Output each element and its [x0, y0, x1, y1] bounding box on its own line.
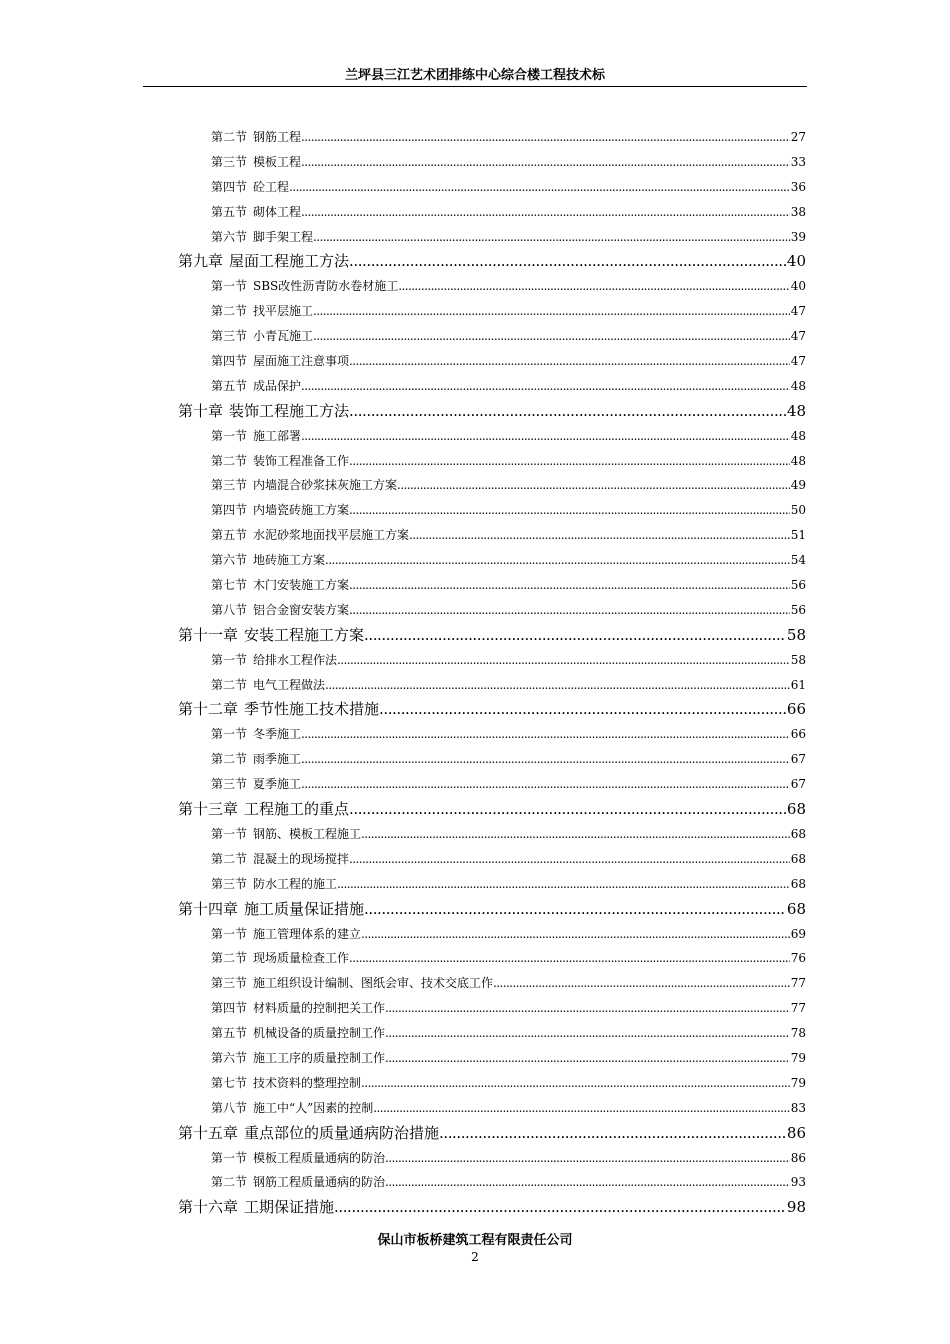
- toc-entry-title-group: [211, 971, 493, 996]
- toc-entry-page: 98: [786, 1198, 806, 1217]
- toc-entry-label: 第五节: [211, 528, 248, 543]
- toc-entry-title-group: [178, 249, 349, 274]
- toc-entry-page: 86: [790, 1150, 806, 1165]
- toc-entry-title-group: [211, 498, 349, 523]
- toc-entry-label: 第二节: [211, 130, 248, 144]
- toc-entry-title: 内墙瓷砖施工方案: [253, 503, 350, 518]
- toc-dot-leader: [385, 1021, 790, 1046]
- toc-entry-label: 第二节: [211, 677, 248, 692]
- toc-dot-leader: [379, 697, 786, 722]
- toc-entry-page: 48: [790, 453, 806, 468]
- toc-dot-leader: [349, 449, 790, 474]
- toc-entry-page: 47: [790, 329, 806, 344]
- toc-entry-page: 40: [786, 252, 806, 271]
- toc-dot-leader: [313, 225, 790, 250]
- toc-entry-title-group: [211, 200, 301, 225]
- toc-entry-title: 施工部署: [253, 428, 302, 443]
- toc-entry-label: 第四节: [211, 179, 248, 194]
- toc-dot-leader: [361, 822, 790, 847]
- toc-entry-label: 第四节: [211, 503, 248, 518]
- toc-chapter-entry[interactable]: [178, 1121, 806, 1146]
- toc-dot-leader: [349, 847, 790, 872]
- toc-section-entry[interactable]: [178, 1096, 806, 1121]
- toc-entry-page: 58: [786, 625, 806, 644]
- toc-entry-page: 93: [790, 1175, 806, 1190]
- toc-entry-label: 第三节: [211, 976, 248, 991]
- toc-entry-title: 重点部位的质量通病防治措施: [244, 1123, 440, 1142]
- toc-section-entry[interactable]: [178, 449, 806, 474]
- toc-section-entry[interactable]: [178, 946, 806, 971]
- toc-entry-title: 雨季施工: [253, 752, 302, 767]
- toc-entry-label: 第十一章: [178, 625, 239, 644]
- toc-chapter-entry[interactable]: [178, 697, 806, 722]
- toc-dot-leader: [337, 872, 790, 897]
- toc-entry-title-group: [178, 1195, 334, 1220]
- toc-entry-title-group: [211, 573, 349, 598]
- toc-dot-leader: [301, 424, 790, 449]
- toc-dot-leader: [301, 747, 790, 772]
- toc-entry-title-group: [211, 299, 313, 324]
- toc-entry-title: 混凝土的现场搅拌: [253, 851, 350, 866]
- toc-entry-title-group: [178, 897, 364, 922]
- toc-entry-page: 67: [790, 752, 806, 767]
- toc-entry-title-group: [211, 722, 301, 747]
- toc-entry-page: 39: [790, 229, 806, 244]
- toc-entry-page: 79: [790, 1075, 806, 1090]
- toc-entry-title: 工程施工的重点: [244, 800, 350, 819]
- toc-section-entry[interactable]: [178, 125, 806, 150]
- toc-entry-title: 装饰工程施工方法: [229, 401, 350, 420]
- toc-entry-title-group: [211, 424, 301, 449]
- toc-entry-title-group: [211, 374, 301, 399]
- toc-entry-title-group: [211, 872, 337, 897]
- toc-dot-leader: [301, 772, 790, 797]
- toc-dot-leader: [313, 324, 790, 349]
- toc-dot-leader: [409, 523, 790, 548]
- toc-dot-leader: [349, 573, 790, 598]
- toc-entry-title: 冬季施工: [253, 727, 302, 742]
- toc-entry-label: 第二节: [211, 453, 248, 468]
- toc-dot-leader: [439, 1121, 786, 1146]
- toc-dot-leader: [301, 200, 790, 225]
- toc-section-entry[interactable]: [178, 473, 806, 498]
- toc-entry-title: 钢筋工程: [253, 130, 302, 144]
- toc-section-entry[interactable]: [178, 722, 806, 747]
- toc-entry-title: 现场质量检查工作: [253, 951, 350, 966]
- toc-section-entry[interactable]: [178, 150, 806, 175]
- toc-entry-title-group: [211, 822, 361, 847]
- toc-entry-label: 第一节: [211, 926, 248, 941]
- toc-dot-leader: [361, 922, 790, 947]
- toc-entry-title-group: [211, 996, 385, 1021]
- toc-entry-title: 地砖施工方案: [253, 553, 326, 568]
- toc-chapter-entry[interactable]: [178, 1195, 806, 1220]
- toc-entry-page: 77: [790, 1001, 806, 1016]
- toc-section-entry[interactable]: [178, 772, 806, 797]
- toc-dot-leader: [301, 722, 790, 747]
- toc-entry-page: 47: [790, 354, 806, 369]
- toc-entry-title-group: [178, 623, 364, 648]
- toc-entry-label: 第九章: [178, 252, 224, 271]
- toc-dot-leader: [385, 1146, 790, 1171]
- toc-entry-label: 第六节: [211, 553, 248, 568]
- toc-entry-label: 第二节: [211, 752, 248, 767]
- toc-entry-title: 技术资料的整理控制: [253, 1075, 362, 1090]
- toc-section-entry[interactable]: [178, 175, 806, 200]
- toc-entry-page: 77: [790, 976, 806, 991]
- toc-entry-page: 47: [790, 304, 806, 319]
- toc-entry-title: 屋面工程施工方法: [229, 252, 350, 271]
- toc-entry-page: 54: [790, 553, 806, 568]
- toc-dot-leader: [334, 1195, 786, 1220]
- toc-entry-label: 第五节: [211, 1026, 248, 1041]
- toc-entry-title-group: [211, 349, 349, 374]
- toc-section-entry[interactable]: [178, 523, 806, 548]
- toc-dot-leader: [373, 1096, 789, 1121]
- toc-dot-leader: [361, 1071, 790, 1096]
- toc-entry-page: 61: [790, 677, 806, 692]
- toc-entry-title: 铝合金窗安装方案: [253, 602, 350, 617]
- toc-entry-page: 68: [786, 899, 806, 918]
- toc-entry-title-group: [178, 697, 379, 722]
- toc-entry-title-group: [178, 1121, 439, 1146]
- toc-chapter-entry[interactable]: [178, 623, 806, 648]
- toc-dot-leader: [398, 274, 789, 299]
- toc-entry-title: 脚手架工程: [253, 229, 314, 244]
- toc-entry-page: 49: [790, 478, 806, 493]
- toc-dot-leader: [493, 971, 790, 996]
- toc-entry-title: 屋面施工注意事项: [253, 354, 350, 369]
- toc-dot-leader: [337, 648, 790, 673]
- toc-entry-page: 68: [786, 800, 806, 819]
- toc-entry-page: 78: [790, 1026, 806, 1041]
- toc-entry-page: 36: [790, 179, 806, 194]
- toc-entry-title-group: [178, 797, 349, 822]
- toc-section-entry[interactable]: [178, 1046, 806, 1071]
- toc-entry-title-group: [211, 225, 313, 250]
- toc-dot-leader: [385, 996, 790, 1021]
- toc-section-entry[interactable]: [178, 299, 806, 324]
- toc-chapter-entry[interactable]: [178, 399, 806, 424]
- toc-entry-label: 第六节: [211, 1050, 248, 1065]
- header-rule: [143, 86, 807, 87]
- toc-entry-label: 第一节: [211, 428, 248, 443]
- toc-entry-label: 第一节: [211, 1150, 248, 1165]
- toc-entry-page: 50: [790, 503, 806, 518]
- toc-entry-label: 第一节: [211, 652, 248, 667]
- toc-dot-leader: [349, 249, 786, 274]
- toc-entry-title-group: [211, 473, 397, 498]
- toc-chapter-entry[interactable]: [178, 249, 806, 274]
- toc-entry-title: 装饰工程准备工作: [253, 453, 350, 468]
- toc-entry-label: 第十二章: [178, 700, 239, 719]
- toc-entry-label: 第十六章: [178, 1198, 239, 1217]
- toc-entry-title-group: [211, 1071, 361, 1096]
- toc-entry-title: 夏季施工: [253, 777, 302, 792]
- toc-section-entry[interactable]: [178, 971, 806, 996]
- toc-chapter-entry[interactable]: [178, 797, 806, 822]
- toc-section-entry[interactable]: [178, 872, 806, 897]
- toc-dot-leader: [397, 473, 790, 498]
- toc-entry-title: 施工工序的质量控制工作: [253, 1050, 386, 1065]
- toc-section-entry[interactable]: [178, 349, 806, 374]
- toc-entry-label: 第八节: [211, 602, 248, 617]
- toc-entry-title: 安装工程施工方案: [244, 625, 365, 644]
- toc-dot-leader: [349, 598, 790, 623]
- toc-entry-title: 电气工程做法: [253, 677, 326, 692]
- toc-entry-page: 79: [790, 1050, 806, 1065]
- toc-section-entry[interactable]: [178, 573, 806, 598]
- toc-entry-title-group: [211, 1146, 385, 1171]
- toc-section-entry[interactable]: [178, 498, 806, 523]
- toc-entry-page: 40: [790, 279, 806, 294]
- toc-entry-title-group: [211, 1046, 385, 1071]
- toc-dot-leader: [349, 399, 786, 424]
- toc-dot-leader: [364, 897, 786, 922]
- toc-dot-leader: [301, 150, 790, 175]
- toc-dot-leader: [349, 797, 786, 822]
- toc-entry-label: 第一节: [211, 279, 248, 294]
- page-header-title: 兰坪县三江艺术团排练中心综合楼工程技术标: [344, 68, 605, 83]
- toc-entry-title-group: [211, 125, 301, 150]
- toc-entry-label: 第三节: [211, 876, 248, 891]
- toc-dot-leader: [301, 374, 790, 399]
- toc-entry-title-group: [211, 747, 301, 772]
- toc-entry-title-group: [211, 150, 301, 175]
- toc-section-entry[interactable]: [178, 822, 806, 847]
- toc-entry-page: 58: [790, 652, 806, 667]
- toc-entry-title-group: [211, 922, 361, 947]
- toc-entry-page: 83: [790, 1100, 806, 1115]
- toc-entry-page: 68: [790, 826, 806, 841]
- toc-entry-label: 第六节: [211, 229, 248, 244]
- toc-entry-title: 钢筋工程质量通病的防治: [253, 1175, 386, 1190]
- toc-entry-title-group: [211, 1170, 385, 1195]
- toc-entry-title: 模板工程: [253, 154, 302, 169]
- toc-entry-page: 86: [786, 1123, 806, 1142]
- toc-entry-label: 第十五章: [178, 1123, 239, 1142]
- toc-dot-leader: [385, 1046, 790, 1071]
- toc-entry-title: 水泥砂浆地面找平层施工方案: [253, 528, 410, 543]
- toc-dot-leader: [364, 623, 786, 648]
- toc-entry-label: 第七节: [211, 1075, 248, 1090]
- toc-entry-title: 施工管理体系的建立: [253, 926, 362, 941]
- toc-dot-leader: [313, 299, 790, 324]
- toc-entry-title: SBS改性沥青防水卷材施工: [253, 279, 399, 294]
- toc-dot-leader: [289, 175, 790, 200]
- toc-section-entry[interactable]: [178, 996, 806, 1021]
- toc-entry-title-group: [211, 648, 337, 673]
- toc-entry-label: 第三节: [211, 777, 248, 792]
- toc-entry-label: 第一节: [211, 826, 248, 841]
- toc-dot-leader: [325, 673, 790, 698]
- toc-section-entry[interactable]: [178, 225, 806, 250]
- toc-entry-title-group: [178, 399, 349, 424]
- toc-dot-leader: [301, 125, 790, 150]
- toc-dot-leader: [325, 548, 790, 573]
- toc-entry-label: 第二节: [211, 951, 248, 966]
- toc-entry-title: 木门安装施工方案: [253, 578, 350, 593]
- toc-entry-label: 第七节: [211, 578, 248, 593]
- toc-section-entry[interactable]: [178, 424, 806, 449]
- toc-section-entry[interactable]: [178, 548, 806, 573]
- toc-entry-title: 季节性施工技术措施: [244, 700, 380, 719]
- toc-entry-label: 第四节: [211, 354, 248, 369]
- toc-entry-label: 第十三章: [178, 800, 239, 819]
- toc-entry-page: 68: [790, 876, 806, 891]
- toc-entry-page: 38: [790, 204, 806, 219]
- toc-section-entry[interactable]: [178, 747, 806, 772]
- toc-entry-title: 钢筋、模板工程施工: [253, 826, 362, 841]
- toc-section-entry[interactable]: [178, 274, 806, 299]
- toc-entry-title-group: [211, 772, 301, 797]
- toc-section-entry[interactable]: [178, 1071, 806, 1096]
- table-of-contents: [178, 125, 806, 1220]
- toc-entry-label: 第三节: [211, 478, 248, 493]
- toc-entry-page: 33: [790, 154, 806, 169]
- toc-entry-page: 48: [790, 378, 806, 393]
- toc-entry-label: 第五节: [211, 204, 248, 219]
- toc-entry-title: 内墙混合砂浆抹灰施工方案: [253, 478, 398, 493]
- toc-section-entry[interactable]: [178, 648, 806, 673]
- toc-chapter-entry[interactable]: [178, 897, 806, 922]
- toc-entry-title: 施工中“人”因素的控制: [253, 1100, 374, 1115]
- footer-company: 保山市板桥建筑工程有限责任公司: [377, 1233, 573, 1248]
- toc-entry-title: 机械设备的质量控制工作: [253, 1026, 386, 1041]
- toc-entry-title: 施工组织设计编制、图纸会审、技术交底工作: [253, 976, 494, 991]
- toc-entry-label: 第三节: [211, 329, 248, 344]
- toc-entry-page: 76: [790, 951, 806, 966]
- toc-entry-title: 材料质量的控制把关工作: [253, 1001, 386, 1016]
- toc-entry-page: 66: [790, 727, 806, 742]
- toc-entry-title: 工期保证措施: [244, 1198, 335, 1217]
- toc-entry-label: 第十四章: [178, 899, 239, 918]
- toc-entry-title: 砼工程: [253, 179, 290, 194]
- toc-section-entry[interactable]: [178, 200, 806, 225]
- toc-entry-title-group: [211, 523, 409, 548]
- toc-entry-title: 找平层施工: [253, 304, 314, 319]
- toc-section-entry[interactable]: [178, 847, 806, 872]
- toc-entry-title: 成品保护: [253, 378, 302, 393]
- toc-dot-leader: [385, 1170, 790, 1195]
- toc-entry-label: 第二节: [211, 851, 248, 866]
- toc-entry-title-group: [211, 175, 289, 200]
- toc-entry-title: 给排水工程作法: [253, 652, 338, 667]
- toc-entry-label: 第八节: [211, 1100, 248, 1115]
- toc-entry-label: 第二节: [211, 304, 248, 319]
- toc-entry-title-group: [211, 324, 313, 349]
- toc-section-entry[interactable]: [178, 1170, 806, 1195]
- toc-entry-title: 模板工程质量通病的防治: [253, 1150, 386, 1165]
- toc-entry-title-group: [211, 1021, 385, 1046]
- toc-entry-title-group: [211, 449, 349, 474]
- toc-entry-title-group: [211, 1096, 373, 1121]
- toc-entry-page: 56: [790, 578, 806, 593]
- toc-section-entry[interactable]: [178, 1146, 806, 1171]
- toc-dot-leader: [349, 946, 790, 971]
- page-number: 2: [471, 1250, 479, 1264]
- toc-entry-page: 67: [790, 777, 806, 792]
- toc-entry-title: 防水工程的施工: [253, 876, 338, 891]
- toc-entry-title-group: [211, 946, 349, 971]
- toc-dot-leader: [349, 498, 790, 523]
- toc-entry-label: 第三节: [211, 154, 248, 169]
- toc-entry-title-group: [211, 673, 325, 698]
- toc-entry-page: 66: [786, 700, 806, 719]
- toc-section-entry[interactable]: [178, 324, 806, 349]
- toc-entry-page: 51: [790, 528, 806, 543]
- toc-section-entry[interactable]: [178, 598, 806, 623]
- toc-entry-title: 砌体工程: [253, 204, 302, 219]
- toc-entry-title: 小青瓦施工: [253, 329, 314, 344]
- toc-entry-label: 第十章: [178, 401, 224, 420]
- toc-dot-leader: [349, 349, 790, 374]
- toc-entry-page: 69: [790, 926, 806, 941]
- toc-entry-page: 48: [786, 401, 806, 420]
- toc-entry-title-group: [211, 548, 325, 573]
- toc-entry-label: 第一节: [211, 727, 248, 742]
- toc-entry-label: 第四节: [211, 1001, 248, 1016]
- toc-section-entry[interactable]: [178, 922, 806, 947]
- toc-entry-title-group: [211, 274, 398, 299]
- toc-section-entry[interactable]: [178, 374, 806, 399]
- toc-entry-page: 68: [790, 851, 806, 866]
- toc-entry-title-group: [211, 847, 349, 872]
- toc-entry-page: 56: [790, 602, 806, 617]
- toc-entry-label: 第五节: [211, 378, 248, 393]
- toc-entry-title-group: [211, 598, 349, 623]
- toc-entry-page: 48: [790, 428, 806, 443]
- toc-entry-page: 27: [790, 130, 806, 144]
- toc-section-entry[interactable]: [178, 673, 806, 698]
- toc-entry-title: 施工质量保证措施: [244, 899, 365, 918]
- toc-entry-label: 第二节: [211, 1175, 248, 1190]
- toc-section-entry[interactable]: [178, 1021, 806, 1046]
